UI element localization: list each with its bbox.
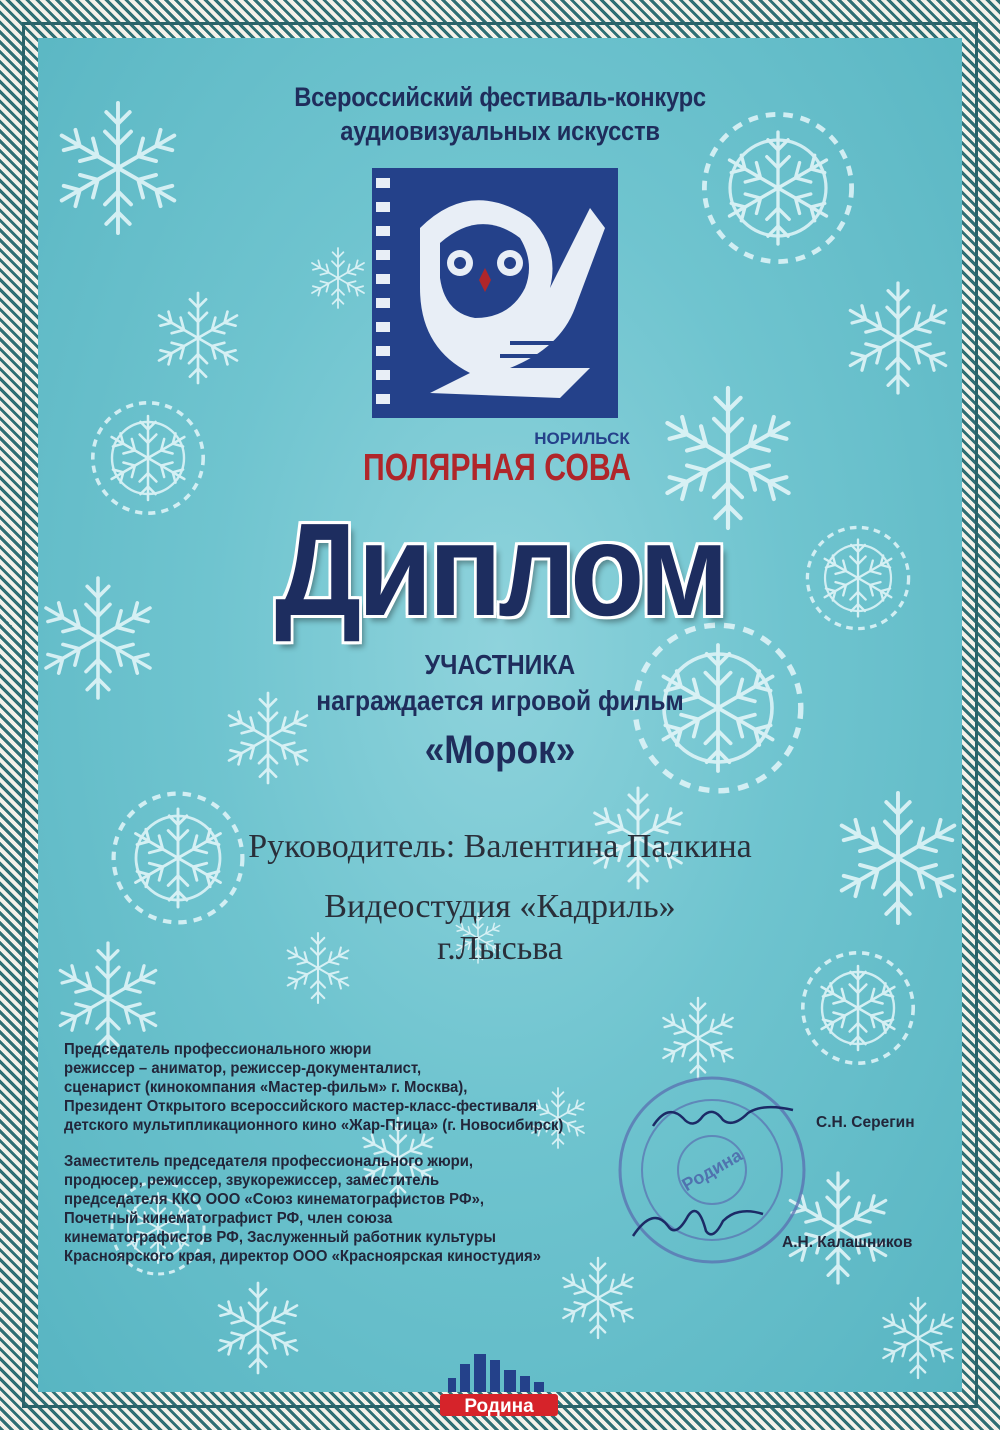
chair-signature — [648, 1098, 798, 1138]
deputy-name: А.Н. Калашников — [782, 1234, 913, 1251]
festival-header-line2: аудиовизуальных искусств — [340, 116, 660, 146]
jury-deputy-line: продюсер, режиссер, звукорежиссер, заместитель — [64, 1172, 440, 1189]
film-title: «Морок» — [424, 728, 576, 772]
studio-name: Видеостудия «Кадриль» — [324, 888, 676, 925]
award-line1: УЧАСТНИКА — [424, 649, 576, 680]
chair-name: С.Н. Серегин — [816, 1114, 915, 1131]
award-line2: награждается игровой фильм — [316, 685, 684, 716]
leader-name: Руководитель: Валентина Палкина — [248, 828, 752, 865]
jury-chair-line: режиссер – аниматор, режиссер-документалист, — [64, 1060, 422, 1077]
stamp-text: Родина — [678, 1144, 746, 1196]
jury-chair-line: Председатель профессионального жюри — [64, 1041, 372, 1058]
jury-deputy-line: Красноярского края, директор ООО «Красноярская киностудия» — [64, 1248, 541, 1265]
jury-deputy-line: Почетный кинематографист РФ, член союза — [64, 1210, 393, 1227]
jury-chair-line: детского мультипликационного кино «Жар-Птица» (г. Новосибирск) — [64, 1117, 564, 1134]
festival-header-line1: Всероссийский фестиваль-конкурс — [294, 82, 706, 112]
logo-city: НОРИЛЬСК — [534, 429, 630, 448]
city-name: г.Лысьва — [437, 930, 563, 967]
jury-chair-line: сценарист (кинокомпания «Мастер-фильм» г. Москва), — [64, 1079, 468, 1096]
rodina-logo — [434, 1350, 564, 1420]
diploma-panel — [38, 38, 962, 1417]
sponsor-name: Родина — [464, 1396, 534, 1417]
jury-chair-block — [64, 1040, 563, 1135]
diploma-title: Диплом — [274, 496, 726, 643]
logo-name: ПОЛЯРНАЯ СОВА — [363, 447, 631, 489]
jury-deputy-block — [64, 1152, 541, 1266]
owl-filmstrip-logo — [360, 168, 630, 488]
festival-header — [93, 80, 906, 148]
jury-chair-line: Президент Открытого всероссийского мастер-класс-фестиваля — [64, 1098, 538, 1115]
jury-deputy-line: председателя ККО ООО «Союз кинематографистов РФ», — [64, 1191, 485, 1208]
jury-deputy-line: Заместитель председателя профессионального жюри, — [64, 1153, 474, 1170]
jury-deputy-line: кинематографистов РФ, Заслуженный работник культуры — [64, 1229, 496, 1246]
deputy-signature — [628, 1196, 768, 1246]
